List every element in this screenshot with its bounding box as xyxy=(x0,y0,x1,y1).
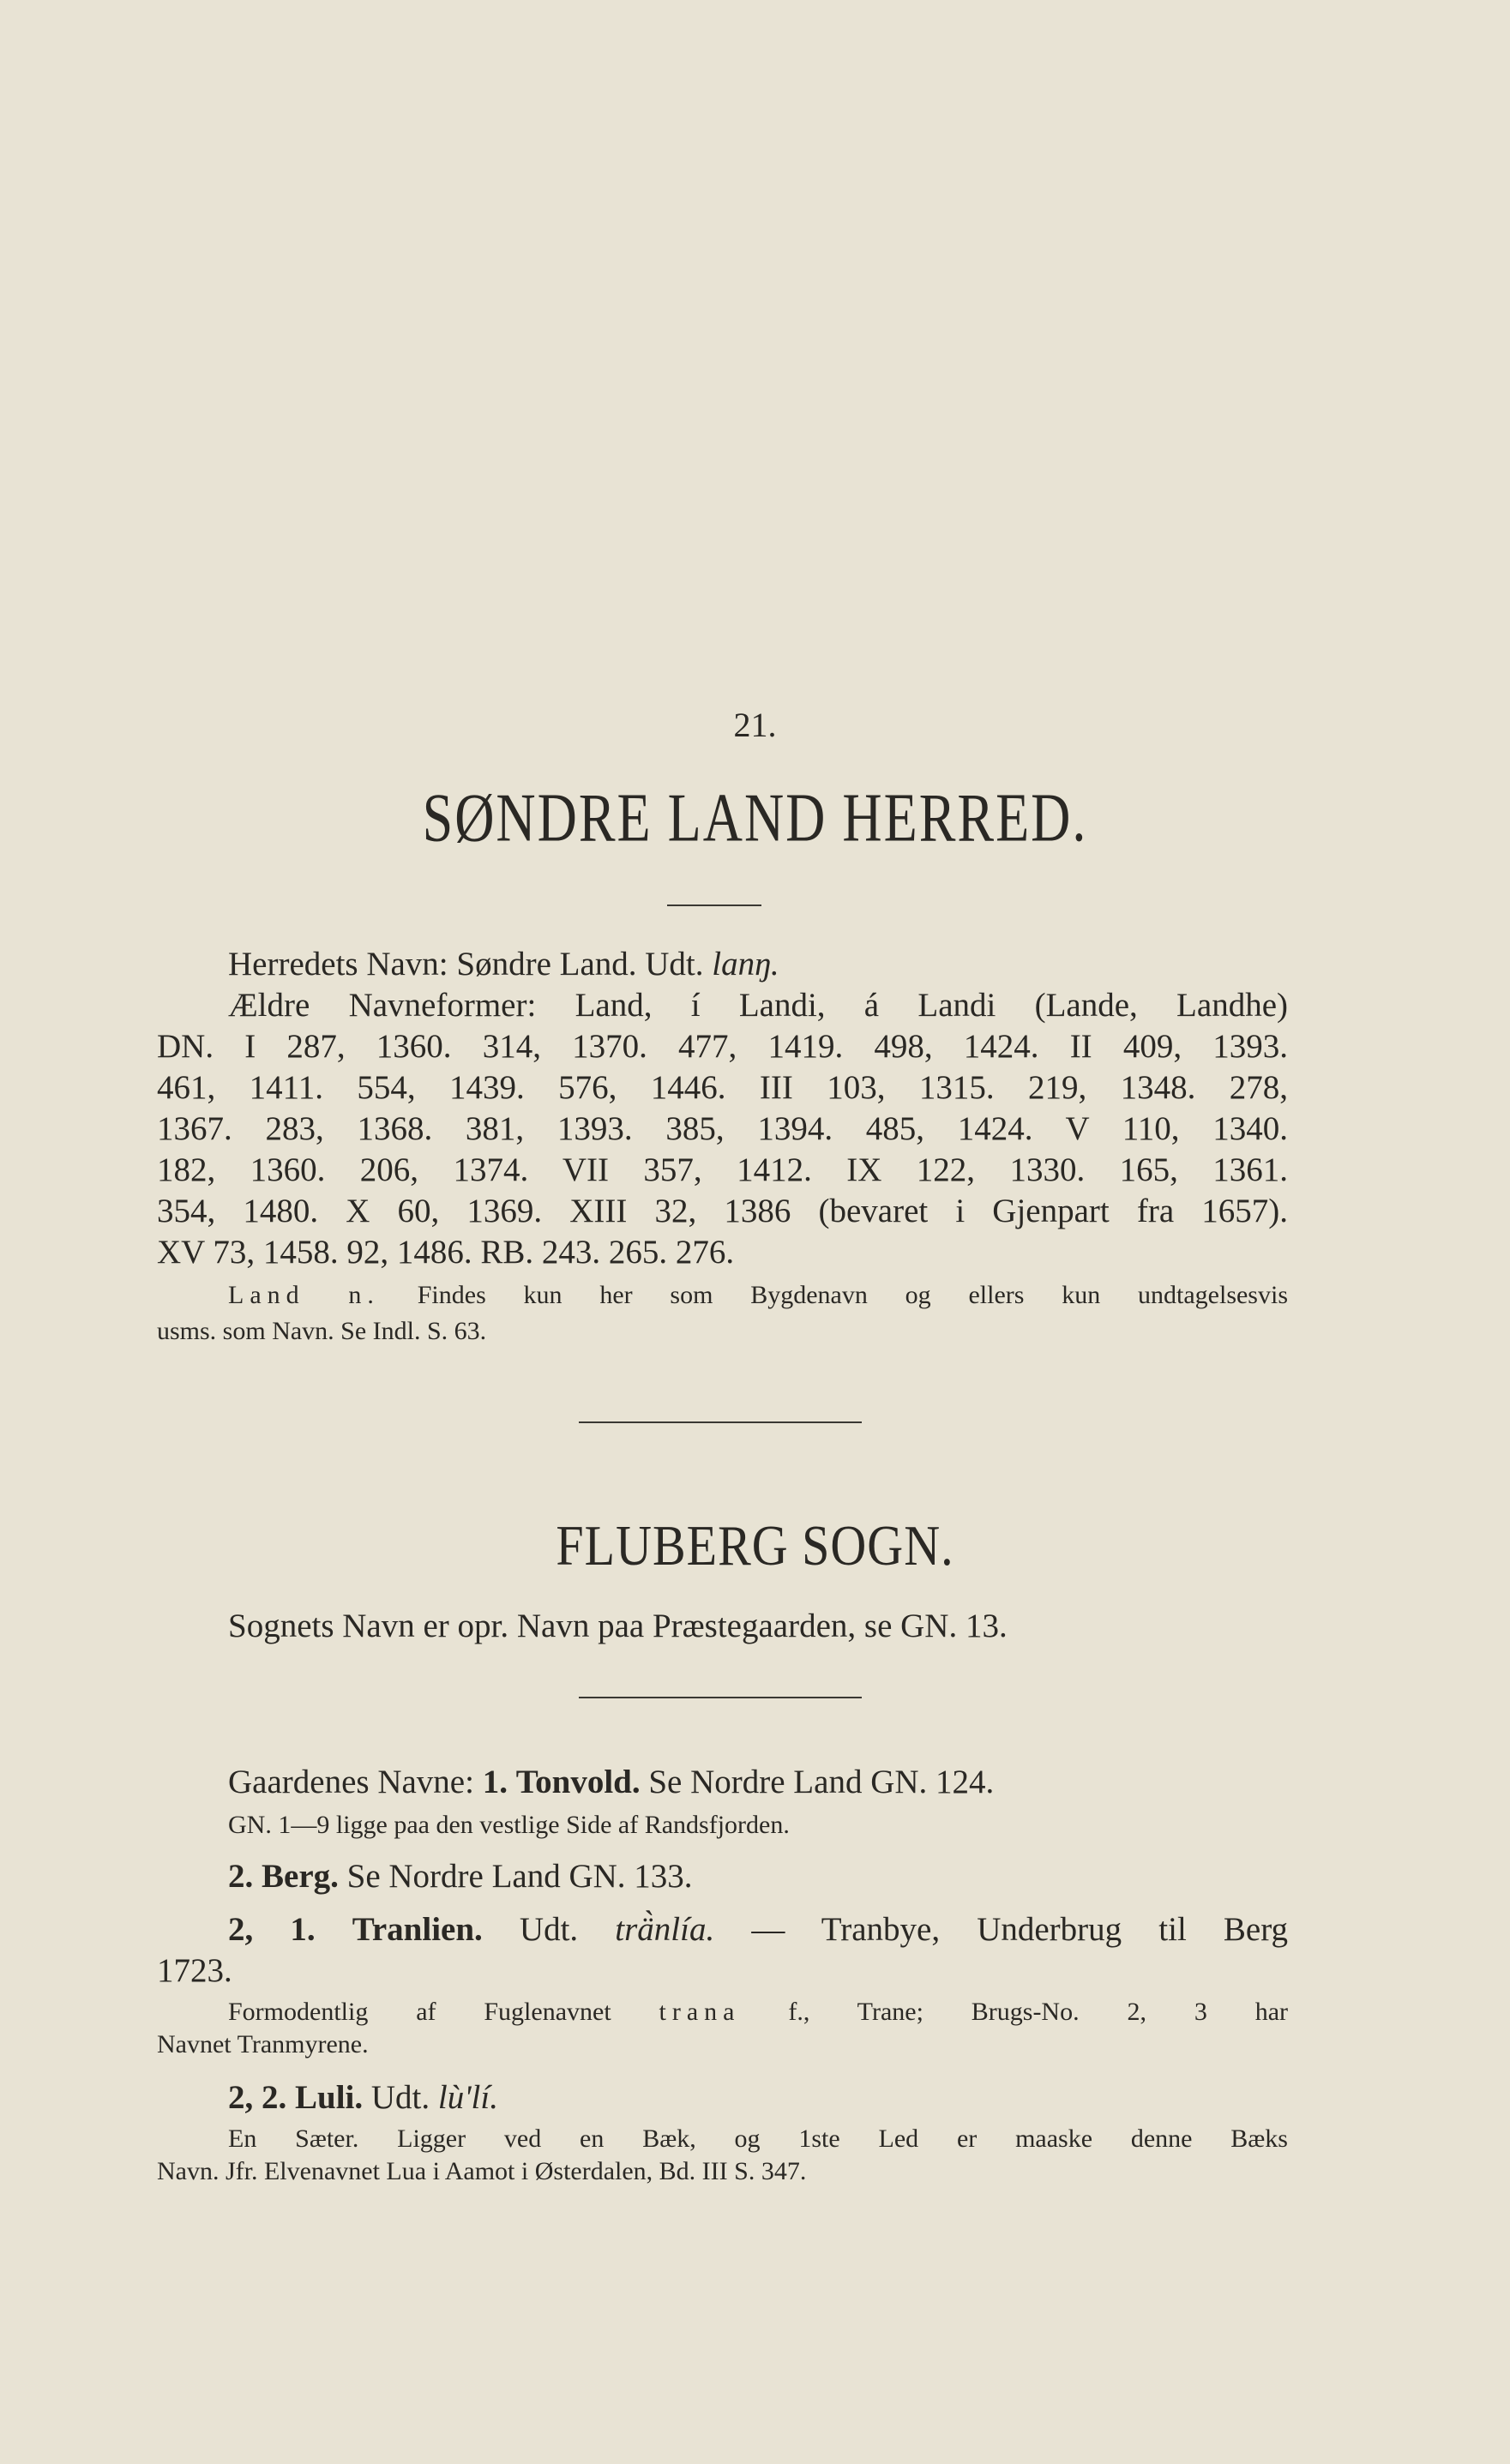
herred-line-6: 182, 1360. 206, 1374. VII 357, 1412. IX 122, 1330. 165, 1361. xyxy=(157,1151,1288,1188)
herred-line-5: 1367. 283, 1368. 381, 1393. 385, 1394. 485, 1424. V 110, 1340. xyxy=(157,1110,1288,1147)
section-divider xyxy=(579,1421,862,1423)
gaard-2-1-note-1 xyxy=(228,1998,1288,2027)
herred-line-7: 354, 1480. X 60, 1369. XIII 32, 1386 (bevaret i Gjenpart fra 1657). xyxy=(157,1193,1288,1229)
pronunciation: lanŋ. xyxy=(712,946,779,983)
sogn-text: Sognets Navn er opr. Navn paa Præstegaarden, se GN. 13. xyxy=(228,1608,1008,1644)
gaard-number: 2, 1. xyxy=(228,1911,316,1948)
gaard-text: Udt. xyxy=(482,1911,616,1948)
gaard-name: Tonvold. xyxy=(515,1764,641,1800)
gaard-text: Se Nordre Land GN. 124. xyxy=(640,1764,995,1800)
section-divider xyxy=(579,1697,862,1698)
gaard-2-2-entry xyxy=(228,2078,498,2117)
herred-line-4: 461, 1411. 554, 1439. 576, 1446. III 103, 1315. 219, 1348. 278, xyxy=(157,1069,1288,1106)
title-divider xyxy=(667,904,761,906)
note-word: trana xyxy=(659,1998,741,2026)
note-text: f., Trane; Brugs-No. 2, 3 har xyxy=(740,1998,1288,2026)
land-note-word: Land n. xyxy=(228,1281,380,1309)
page-title: SØNDRE LAND HERRED. xyxy=(422,779,1088,856)
gaard-text: Se Nordre Land GN. 133. xyxy=(338,1858,693,1895)
herred-line-1 xyxy=(228,945,779,983)
herred-line-2: Ældre Navneformer: Land, í Landi, á Landi (Lande, Landhe) xyxy=(228,987,1288,1024)
pronunciation: lù'lí. xyxy=(437,2079,498,2116)
gaard-name: Berg. xyxy=(262,1858,339,1895)
gaard-name: Luli. xyxy=(295,2079,364,2116)
land-note-line-1 xyxy=(228,1281,1288,1310)
land-note-text: Findes kun her som Bygdenavn og ellers kun undtagelsesvis xyxy=(417,1281,1288,1309)
gaarde-intro: Gaardenes Navne: xyxy=(228,1764,483,1800)
gaard-number: 1. xyxy=(482,1764,508,1800)
herred-line-3: DN. I 287, 1360. 314, 1370. 477, 1419. 498, 1424. II 409, 1393. xyxy=(157,1028,1288,1065)
gaard-2-entry xyxy=(228,1857,693,1896)
land-note-line-2: usms. som Navn. Se Indl. S. 63. xyxy=(157,1317,487,1345)
note-text: Formodentlig af Fuglenavnet xyxy=(228,1998,659,2026)
gaard-text: Udt. xyxy=(363,2079,438,2116)
gaard-2-1-entry xyxy=(228,1910,1288,1949)
gaard-2-2-note-1: En Sæter. Ligger ved en Bæk, og 1ste Led er maaske denne Bæks xyxy=(228,2124,1288,2153)
herred-line-text: Herredets Navn: Søndre Land. Udt. xyxy=(228,946,713,983)
sogn-title: FLUBERG SOGN. xyxy=(556,1513,954,1578)
herred-line-8: XV 73, 1458. 92, 1486. RB. 243. 265. 276. xyxy=(157,1234,735,1271)
gaard-1-note: GN. 1—9 ligge paa den vestlige Side af Randsfjorden. xyxy=(228,1811,790,1839)
gaard-2-2-note-2: Navn. Jfr. Elvenavnet Lua i Aamot i Østerdalen, Bd. III S. 347. xyxy=(157,2157,807,2185)
pronunciation: trä̀nlía. xyxy=(615,1911,715,1948)
gaard-1-entry xyxy=(228,1763,994,1801)
gaard-2-1-note-2: Navnet Tranmyrene. xyxy=(157,2030,369,2058)
gaard-number: 2. xyxy=(228,1858,254,1895)
gaard-name: Tranlien. xyxy=(352,1911,483,1948)
gaard-number: 2, 2. xyxy=(228,2079,287,2116)
gaard-2-1-entry-cont: 1723. xyxy=(157,1952,232,1989)
page-number: 21. xyxy=(733,706,777,744)
gaard-text: — Tranbye, Underbrug til Berg xyxy=(714,1911,1289,1948)
